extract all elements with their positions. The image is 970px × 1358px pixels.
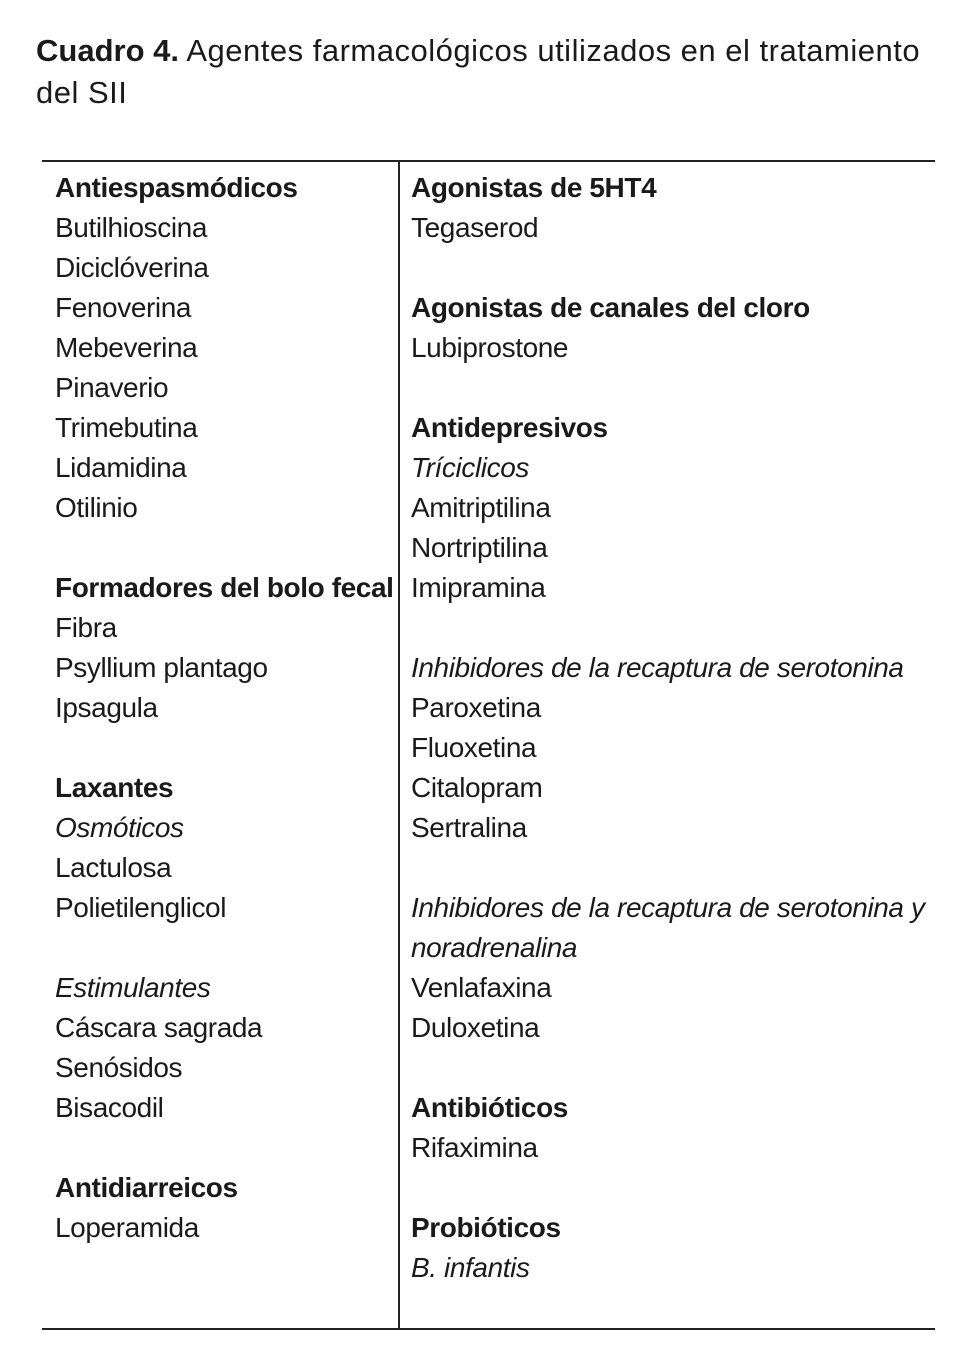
list-item: Lubiprostone	[411, 332, 569, 363]
section-heading-antiespasmodicos: Antiespasmódicos	[55, 172, 298, 203]
list-item: Psyllium plantago	[55, 652, 268, 683]
list-item: Polietilenglicol	[55, 892, 227, 923]
list-item: Fenoverina	[55, 292, 192, 323]
subheading-irsn-line2: noradrenalina	[411, 932, 578, 963]
subheading-isrs: Inhibidores de la recaptura de serotonina	[411, 652, 904, 683]
list-item: Citalopram	[411, 772, 543, 803]
list-item: Ipsagula	[55, 692, 158, 723]
section-heading-agonistas-cloro: Agonistas de canales del cloro	[411, 292, 810, 323]
list-item: Senósidos	[55, 1052, 183, 1083]
spacer	[411, 608, 941, 648]
spacer	[55, 528, 395, 568]
spacer	[55, 728, 395, 768]
list-item: Duloxetina	[411, 1012, 540, 1043]
table-bottom-rule	[42, 1328, 935, 1330]
spacer	[411, 248, 941, 288]
list-item: Paroxetina	[411, 692, 541, 723]
list-item: Pinaverio	[55, 372, 169, 403]
list-item: Butilhioscina	[55, 212, 207, 243]
left-column	[55, 168, 395, 1248]
caption-label: Cuadro 4.	[36, 33, 179, 68]
list-item: Fibra	[55, 612, 117, 643]
list-item: Fluoxetina	[411, 732, 537, 763]
section-heading-agonistas-5ht4: Agonistas de 5HT4	[411, 172, 657, 203]
spacer	[411, 1048, 941, 1088]
list-item: Amitriptilina	[411, 492, 551, 523]
spacer	[55, 1128, 395, 1168]
table-caption	[36, 30, 956, 114]
list-item: Venlafaxina	[411, 972, 552, 1003]
list-item: Lactulosa	[55, 852, 172, 883]
list-item: Imipramina	[411, 572, 546, 603]
spacer	[411, 368, 941, 408]
subheading-osmoticos: Osmóticos	[55, 812, 184, 843]
list-item: Mebeverina	[55, 332, 198, 363]
subheading-estimulantes: Estimulantes	[55, 972, 211, 1003]
right-column	[411, 168, 941, 1288]
section-heading-laxantes: Laxantes	[55, 772, 174, 803]
list-item: B. infantis	[411, 1252, 530, 1283]
list-item: Otilinio	[55, 492, 138, 523]
subheading-irsn-line1: Inhibidores de la recaptura de serotonina y	[411, 892, 925, 923]
list-item: Bisacodil	[55, 1092, 164, 1123]
list-item: Diciclóverina	[55, 252, 209, 283]
list-item: Trimebutina	[55, 412, 198, 443]
table-top-rule	[42, 160, 935, 162]
section-heading-probioticos: Probióticos	[411, 1212, 561, 1243]
section-heading-antidepresivos: Antidepresivos	[411, 412, 608, 443]
list-item: Cáscara sagrada	[55, 1012, 263, 1043]
spacer	[55, 928, 395, 968]
subheading-triciclicos: Tríciclicos	[411, 452, 529, 483]
column-divider	[398, 161, 400, 1329]
caption-text: Agentes farmacológicos utilizados en el tratamiento del SII	[36, 33, 921, 110]
list-item: Rifaximina	[411, 1132, 538, 1163]
list-item: Loperamida	[55, 1212, 199, 1243]
list-item: Lidamidina	[55, 452, 187, 483]
list-item: Sertralina	[411, 812, 527, 843]
section-heading-formadores: Formadores del bolo fecal	[55, 572, 394, 603]
spacer	[411, 848, 941, 888]
section-heading-antidiarreicos: Antidiarreicos	[55, 1172, 238, 1203]
list-item: Tegaserod	[411, 212, 539, 243]
section-heading-antibioticos: Antibióticos	[411, 1092, 568, 1123]
list-item: Nortriptilina	[411, 532, 548, 563]
spacer	[411, 1168, 941, 1208]
